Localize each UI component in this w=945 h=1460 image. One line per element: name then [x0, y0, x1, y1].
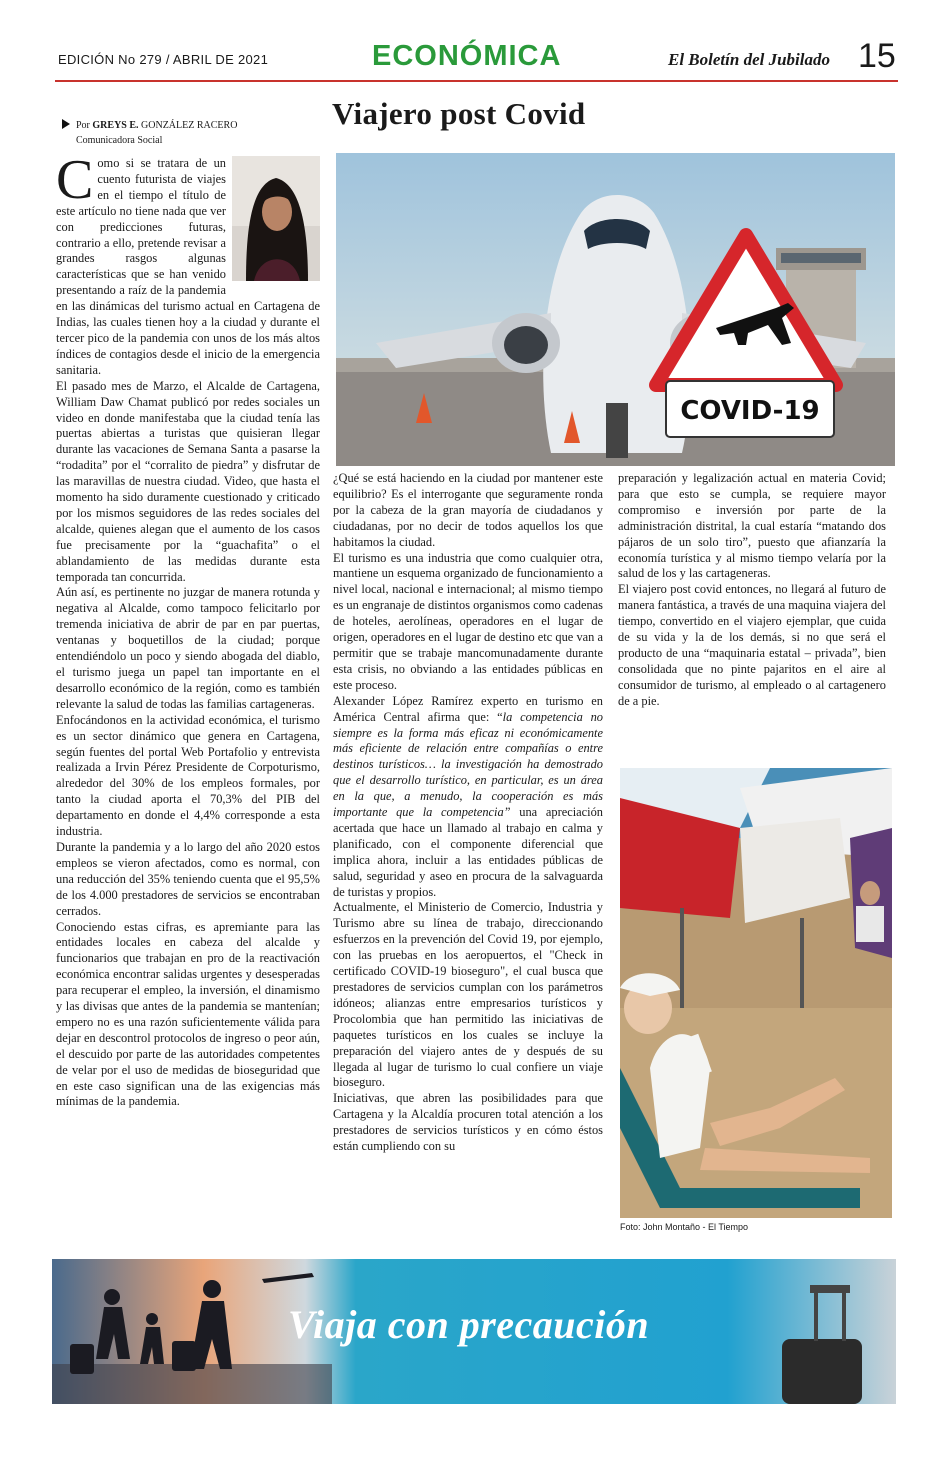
beach-photo — [620, 768, 892, 1218]
paragraph: El turismo es una industria que como cualquier otra, mantiene un esquema organizado de funcionamiento a nivel local, nacional e internacional; al mismo tiempo es un engranaje de distintos organismos como cadenas de hoteles, aerolíneas, operadores en el lugar de origen, operadores en el lugar de destino etc que van a permitir que se trabaje mancomunadamente durante esta crisis, no obviando a las entidades públicas en este proceso. — [333, 550, 603, 692]
airplane-covid-illustration — [336, 153, 895, 466]
beach-illustration — [620, 768, 892, 1218]
edition-label: EDICIÓN No 279 / ABRIL DE 2021 — [58, 52, 269, 67]
author-name: GREYS E. — [92, 120, 139, 131]
author-portrait — [232, 156, 320, 281]
author-surname: GONZÁLEZ RACERO — [141, 120, 238, 131]
covid-sign-text: COVID-19 — [680, 396, 820, 426]
paragraph: El pasado mes de Marzo, el Alcalde de Cartagena, William Daw Chamat publicó por redes sociales un video en donde manifestaba que la ciudad tenía las puertas abiertas a turistas que quisieran llegar durante las vacaciones de Semana Santa a pasarse la “rodadita” por el “corralito de piedra” y disfrutar de las maravillas de nuestra ciudad. Video, que hasta el momento ha sido duramente cuestionado y criticado por los mismos seguidores de las redes sociales del alcalde, quienes alegan que el aumento de los casos fue precisamente por la “guachafita” o el ablandamiento de las medidas durante esta temporada tan concurrida. — [56, 378, 320, 584]
paragraph: Actualmente, el Ministerio de Comercio, Industria y Turismo abre su línea de trabajo, direccionando esfuerzos en la prevención del Covid 19, por ejemplo, con las pruebas en los aeropuertos, el "Check in certificado COVID-19 bioseguro", el cual busca que prestadores de servicios cumplan con los parámetros idóneos; alianzas entre empresarios turísticos y Procolombia que han permitido las iniciativas de paquetes turísticos en los cuales se incluye la preparación del viajero antes de y después de su llegada al lugar de turismo lo cual confiere un viaje bioseguro. — [333, 900, 603, 1090]
byline-arrow-icon — [62, 119, 70, 129]
publication-name: El Boletín del Jubilado — [668, 50, 830, 69]
page-number: 15 — [858, 37, 896, 75]
article-column-2 — [333, 471, 603, 1155]
section-title: ECONÓMICA — [372, 40, 562, 72]
author-role: Comunicadora Social — [76, 135, 163, 146]
travel-banner — [52, 1259, 896, 1404]
paragraph: ¿Qué se está haciendo en la ciudad por mantener este equilibrio? Es el interrogante que seguramente ronda por la cabeza de la gran mayoría de ciudadanos y ciudadanas, por no decir de todos aquellos los que habitamos la ciudad. — [333, 471, 603, 549]
paragraph: Iniciativas, que abren las posibilidades para que Cartagena y la Alcaldía procuren total atención a los prestadores de servicios turísticos y en cómo éstos están cumpliendo con su — [333, 1091, 603, 1154]
photo-caption: Foto: John Montaño - El Tiempo — [620, 1222, 749, 1232]
quote-text: la competencia no siempre es la forma más eficaz ni económicamente más eficiente de relación entre compañías o entre destinos turísticos… la investigación ha demostrado que el desarrollo turístico, en particular, es un área en la que, a menudo, la cooperación es más importante que la competencia” — [333, 709, 603, 820]
airplane-covid-photo — [336, 153, 895, 466]
paragraph: omo si se tratara de un cuento futurista de viajes en el tiempo el título de este artículo no tiene nada que ver con predicciones futuras, contrario a ello, pretende revisar a grandes rasgos algunas características que se han venido presentando a raíz de la pandemia en las dinámicas del turismo actual en Cartagena de Indias, las cuales tienen hoy a la ciudad y durante el tercer pico de la pandemia con unos de los más altos índices de contagios desde el inicio de la emergencia sanitaria. — [56, 156, 320, 377]
article-column-1 — [56, 149, 320, 1110]
quote-paragraph — [333, 694, 603, 901]
header-rule — [55, 80, 898, 82]
paragraph: Durante la pandemia y a lo largo del año 2020 estos empleos se vieron afectados, como es normal, con una reducción del 35% teniendo cuenta que el 95,5% de los 4.000 prestadores de servicios se encontraban cerrados. — [56, 839, 320, 918]
article-title: Viajero post Covid — [332, 96, 586, 131]
paragraph: El viajero post covid entonces, no llegará al futuro de manera fantástica, a través de una maquina viajera del tiempo, convertido en el viajero ejemplar, que cuida de su vida y la de los demás, si no que será el producto de una “maquinaria estatal – privada”, bien consolidada que no pinte pajaritos en el aire al consumidor de turismo, al empleado o al cartagenero de a pie. — [618, 582, 886, 708]
author-prefix: Por — [76, 120, 90, 131]
banner-slogan: Viaja con precaución — [288, 1302, 650, 1347]
quote-intro: Alexander López Ramírez experto en turismo en América Central afirma que: “ — [333, 693, 603, 724]
quote-after: una apreciación acertada que hace un llamado al trabajo en calma y planificado, con el componente diferencial que implica ahora, incluir a las entidades públicas de salud, seguridad y aseo en procura de la salvaguarda de turistas y propios. — [333, 805, 603, 899]
paragraph: Conociendo estas cifras, es apremiante para las entidades locales en cabeza del alcalde y funcionarios que trabajan en pro de la reactivación económica encontrar salidas urgentes y desesperadas para recuperar el empleo, la inversión, el dinamismo y las divisas que antes de la pandemia se mantenían; empero no es una razón suficientemente válida para dejar en descontrol protocolos de ingreso o peor aún, el descuido por parte de las autoridades competentes de velar por el uso de medidas de bioseguridad que en este caso significan una de las exigencias más mínimas de la pandemia. — [56, 919, 320, 1109]
paragraph: Enfocándonos en la actividad económica, el turismo es un sector dinámico que genera en Cartagena, según fuentes del portal Web Portafolio y entrevista realizada a Irvin Pérez Presidente de Corpoturismo, alrededor del 30% de los empleos formales, por tanto la ciudad aporta el 70,3% del PIB del departamento en donde el 4,4% corresponde a esta industria. — [56, 712, 320, 839]
paragraph: Aún así, es pertinente no juzgar de manera rotunda y negativa al Alcalde, como tampoco felicitarlo por tremenda iniciativa de abrir de par en par puertas, ventanas y boquetillos de la ciudad; porque entendiéndolo un poco y siendo abogada del diablo, el turismo juega un papel tan importante en el desarrollo económico de la región, como es también relevante la salud de todas las familias cartageneras. — [56, 585, 320, 711]
paragraph: preparación y legalización actual en materia Covid; para que esto se cumpla, se requiere mayor compromiso e inversión por parte de la administración distrital, la cual estaría “matando dos pájaros de un solo tiro”, puesto que afianzaría la economía turística y al mismo tiempo velaría por la salud de los y las cartageneras. — [618, 471, 886, 581]
byline — [62, 118, 237, 148]
dropcap: C — [56, 149, 94, 211]
article-column-3 — [618, 471, 886, 710]
